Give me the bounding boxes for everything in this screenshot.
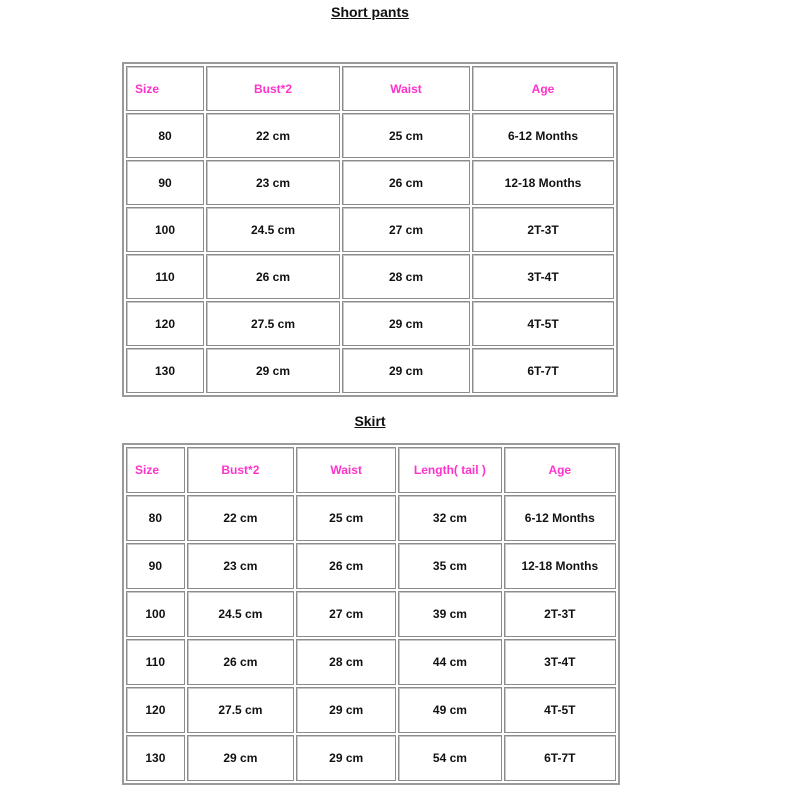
skirt-size-table	[122, 443, 620, 785]
cell-length: 44 cm	[398, 639, 501, 685]
cell-age: 6-12 Months	[472, 113, 614, 158]
short-pants-title: Short pants	[331, 4, 409, 20]
cell-waist: 29 cm	[296, 687, 396, 733]
cell-bust: 29 cm	[187, 735, 294, 781]
cell-size: 130	[126, 735, 185, 781]
cell-age: 3T-4T	[504, 639, 616, 685]
cell-size: 90	[126, 543, 185, 589]
cell-waist: 25 cm	[342, 113, 470, 158]
cell-bust: 22 cm	[206, 113, 340, 158]
header-bust: Bust*2	[206, 66, 340, 111]
cell-age: 6-12 Months	[504, 495, 616, 541]
header-age: Age	[472, 66, 614, 111]
cell-size: 110	[126, 639, 185, 685]
cell-age: 12-18 Months	[472, 160, 614, 205]
table-row	[126, 207, 614, 252]
table-row	[126, 113, 614, 158]
cell-size: 80	[126, 113, 204, 158]
cell-waist: 27 cm	[296, 591, 396, 637]
cell-size: 100	[126, 207, 204, 252]
cell-age: 6T-7T	[472, 348, 614, 393]
header-bust: Bust*2	[187, 447, 294, 493]
cell-bust: 26 cm	[187, 639, 294, 685]
header-size: Size	[126, 66, 204, 111]
cell-age: 3T-4T	[472, 254, 614, 299]
header-waist: Waist	[342, 66, 470, 111]
table-row	[126, 735, 616, 781]
cell-bust: 27.5 cm	[187, 687, 294, 733]
short-pants-size-table	[122, 62, 618, 397]
cell-length: 39 cm	[398, 591, 501, 637]
cell-waist: 27 cm	[342, 207, 470, 252]
table-header-row	[126, 447, 616, 493]
table-row	[126, 687, 616, 733]
cell-bust: 23 cm	[206, 160, 340, 205]
table-row	[126, 160, 614, 205]
table-row	[126, 543, 616, 589]
cell-age: 4T-5T	[504, 687, 616, 733]
table-row	[126, 495, 616, 541]
cell-waist: 29 cm	[342, 301, 470, 346]
cell-bust: 24.5 cm	[206, 207, 340, 252]
cell-age: 4T-5T	[472, 301, 614, 346]
cell-bust: 29 cm	[206, 348, 340, 393]
cell-waist: 26 cm	[342, 160, 470, 205]
cell-waist: 29 cm	[342, 348, 470, 393]
cell-bust: 24.5 cm	[187, 591, 294, 637]
header-length: Length( tail )	[398, 447, 501, 493]
cell-age: 2T-3T	[472, 207, 614, 252]
cell-length: 54 cm	[398, 735, 501, 781]
table-row	[126, 301, 614, 346]
cell-waist: 25 cm	[296, 495, 396, 541]
table-header-row	[126, 66, 614, 111]
cell-waist: 28 cm	[342, 254, 470, 299]
cell-bust: 26 cm	[206, 254, 340, 299]
cell-waist: 29 cm	[296, 735, 396, 781]
cell-age: 2T-3T	[504, 591, 616, 637]
cell-bust: 22 cm	[187, 495, 294, 541]
header-waist: Waist	[296, 447, 396, 493]
cell-size: 120	[126, 687, 185, 733]
cell-bust: 23 cm	[187, 543, 294, 589]
cell-size: 120	[126, 301, 204, 346]
cell-size: 100	[126, 591, 185, 637]
cell-length: 49 cm	[398, 687, 501, 733]
cell-length: 35 cm	[398, 543, 501, 589]
cell-size: 90	[126, 160, 204, 205]
table-row	[126, 254, 614, 299]
table-row	[126, 639, 616, 685]
cell-length: 32 cm	[398, 495, 501, 541]
skirt-title: Skirt	[354, 413, 386, 429]
cell-waist: 28 cm	[296, 639, 396, 685]
cell-age: 12-18 Months	[504, 543, 616, 589]
cell-bust: 27.5 cm	[206, 301, 340, 346]
cell-waist: 26 cm	[296, 543, 396, 589]
cell-size: 110	[126, 254, 204, 299]
table-row	[126, 348, 614, 393]
table-row	[126, 591, 616, 637]
header-size: Size	[126, 447, 185, 493]
header-age: Age	[504, 447, 616, 493]
cell-size: 80	[126, 495, 185, 541]
cell-size: 130	[126, 348, 204, 393]
cell-age: 6T-7T	[504, 735, 616, 781]
